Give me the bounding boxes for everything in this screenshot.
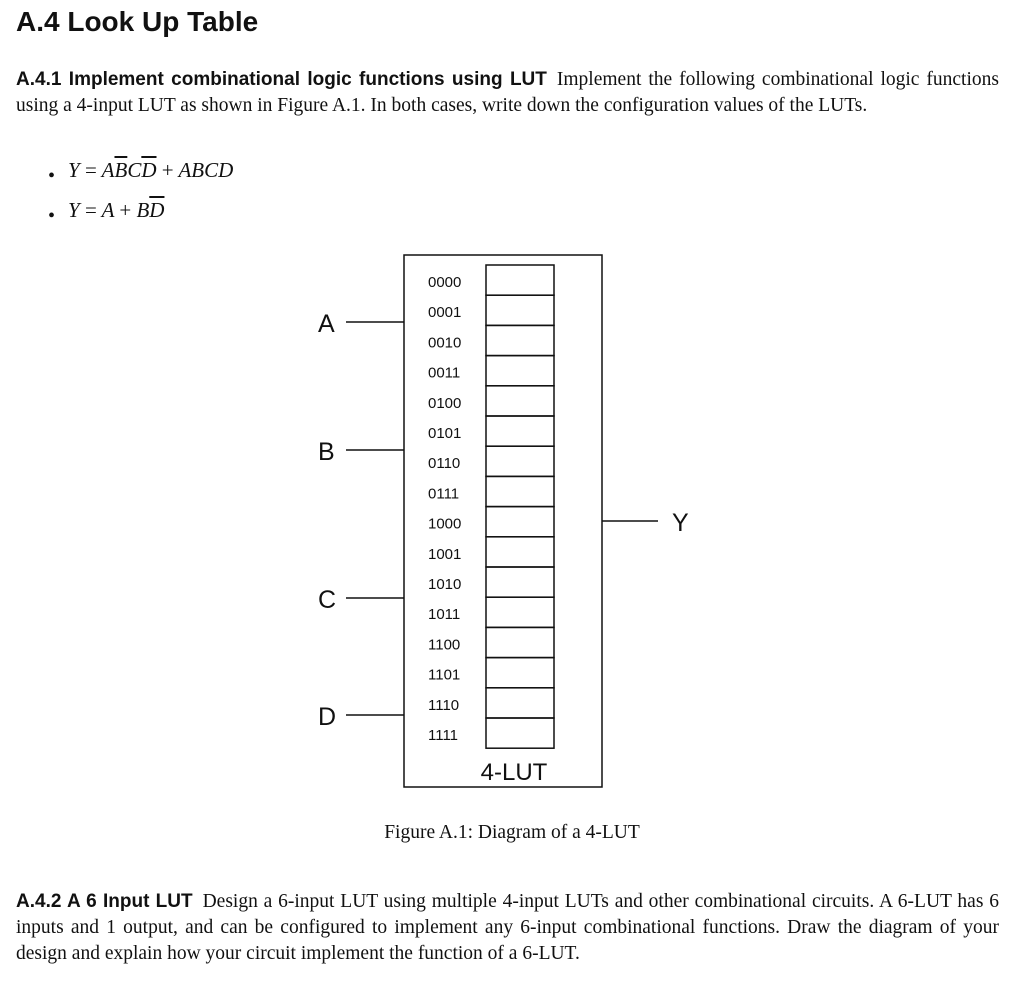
output-label-y: Y [672,509,689,537]
lut-address-label: 0011 [428,364,461,382]
equation-2: $Y = A + B\overline{D}$ [68,198,165,222]
lut-cells [428,265,554,748]
lut-config-cell [486,416,554,446]
lut-config-cell [486,627,554,657]
lut-address-label: 0000 [428,274,462,291]
lut-config-cell [486,386,554,416]
input-label-b: B [318,438,335,466]
lut-config-cell [486,265,554,295]
lut-config-cell [486,718,554,748]
input-lines [318,310,404,731]
subsection-a42-paragraph [16,889,999,967]
lut-config-cell [486,688,554,718]
equation-1: $Y = A\overline{B}C\overline{D}$ + ABCD [68,158,234,182]
lut-config-cell [486,658,554,688]
lut-address-label: 0010 [428,334,462,352]
lut-address-label: 1101 [428,666,461,684]
lut-config-cell [486,295,554,325]
input-label-a: A [318,310,335,338]
lut-address-label: 0101 [428,425,462,442]
lut-address-label: 0001 [428,304,462,322]
bullet-icon: • [48,205,56,227]
lut-config-cell [486,356,554,386]
lut-address-label: 1011 [428,606,461,624]
lut-config-cell [486,537,554,567]
lut-address-label: 0110 [428,455,461,473]
figure-caption: Figure A.1: Diagram of a 4-LUT [384,822,640,843]
lut-address-label: 1000 [428,515,462,533]
input-label-c: C [318,586,337,614]
subsection-a41-heading: A.4.1 Implement combinational logic functions using LUT [16,69,547,90]
lut-address-label: 0100 [428,394,462,412]
lut-config-cell [486,446,554,476]
lut-block-label: 4-LUT [480,759,548,786]
lut-address-label: 1010 [428,576,462,593]
lut-config-cell [486,325,554,355]
subsection-a41-text: Implement the following combinational logic functions using a 4-input LUT as shown in Figure A.1. In both cases, write down the configuration values of the LUTs. [16,69,999,116]
subsection-a42-text: Design a 6-input LUT using multiple 4-input LUTs and other combinational circuits. A 6-LUT has 6 inputs and 1 output, and can be configured to implement any 6-input combinational functions. Draw the diagram of your design and explain how your circuit implement the function of a 6-LUT. [16,891,999,964]
lut-address-label: 1001 [428,545,462,563]
lut-address-label: 1110 [428,696,460,714]
lut-address-label: 1111 [428,727,459,744]
lut-config-cell [486,567,554,597]
input-label-d: D [318,703,337,731]
lut-config-cell [486,507,554,537]
section-title: A.4 Look Up Table [16,6,259,37]
lut-address-label: 1100 [428,636,461,654]
bullet-icon: • [48,165,56,187]
lut-config-cell [486,476,554,506]
lut-address-label: 0111 [428,485,460,503]
lut-config-cell [486,597,554,627]
subsection-a42-heading: A.4.2 A 6 Input LUT [16,891,193,912]
